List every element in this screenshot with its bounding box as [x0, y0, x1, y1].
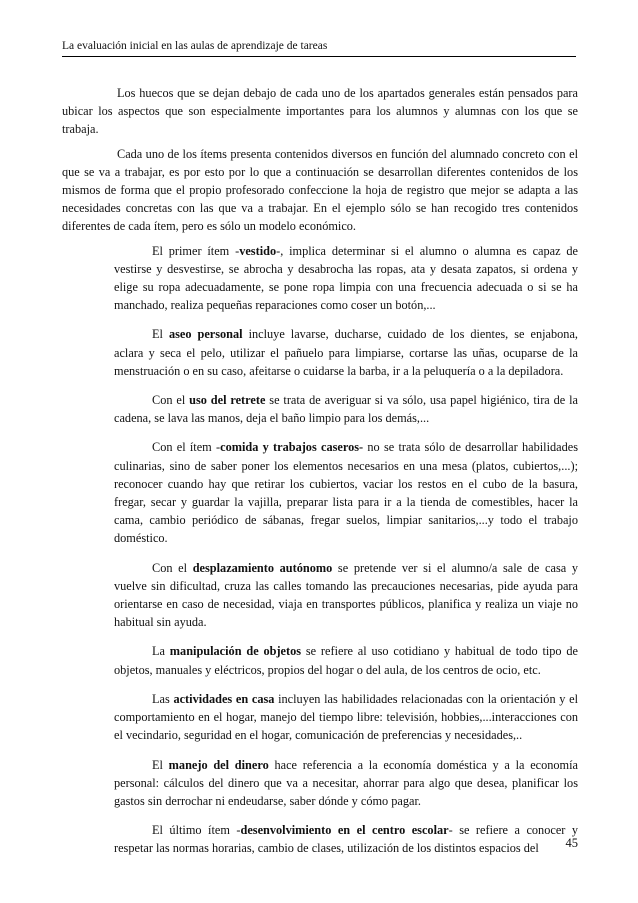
item-term: comida y trabajos caseros-	[220, 440, 364, 455]
item-paragraph-desplazamiento: Con el desplazamiento autónomo se pretende ver si el alumno/a sale de casa y vuelve sin dificultad, cruza las calles tomando las precauciones necesarias, pide ayuda para orientarse en caso de necesidad, viaja en transportes públicos, planifica y realiza un viaje no habitual sin ayuda.	[114, 560, 578, 630]
item-term: manejo del dinero	[168, 757, 269, 772]
item-paragraph-comida: Con el ítem -comida y trabajos caseros- no se trata sólo de desarrollar habilidades culinarias, sino de saber poner los elementos necesarios en una mesa (platos, cubiertos,...); reconocer cuando hay que retirar los cubiertos, vaciar los restos en el cubo de la basura, fregar, secar y guardar la vajilla, preparar lista para ir a la tienda de comestibles, hacer la cama, cambio periódico de sábanas, fregar suelos, limpiar sanitarios,...y todo el trabajo doméstico.	[114, 440, 578, 546]
item-term: desplazamiento autónomo	[192, 560, 333, 575]
item-term: desenvolvimiento en el centro escolar	[240, 823, 449, 838]
item-paragraph-retrete: Con el uso del retrete se trata de averiguar si va sólo, usa papel higiénico, tira de la cadena, se lava las manos, deja el baño limpio para los demás,...	[114, 393, 578, 426]
item-term: uso del retrete	[189, 393, 266, 408]
item-paragraph-manipulacion: La manipulación de objetos se refiere al uso cotidiano y habitual de todo tipo de objetos, manuales y eléctricos, propios del hogar o del aula, de los centros de ocio, etc.	[114, 644, 578, 677]
item-term: aseo personal	[168, 327, 243, 342]
item-term: manipulación de objetos	[169, 644, 302, 659]
item-term: actividades en casa	[173, 691, 275, 706]
intro-paragraph: Los huecos que se dejan debajo de cada uno de los apartados generales están pensados para ubicar los aspectos que son especialmente importantes para los alumnos y alumnas con los que se trabaja.	[62, 86, 578, 137]
page-number: 45	[565, 836, 578, 850]
item-paragraph-vestido: El primer ítem -vestido-, implica determinar si el alumno o alumna es capaz de vestirse y desvestirse, se abrocha y desabrocha las ropas, ata y desata zapatos, si ordena y elige su ropa adecuadamente, se pone ropa limpia con una frecuencia adecuada o si se ha manchado, realiza pequeñas reparaciones como coser un botón,...	[114, 243, 578, 313]
intro-paragraph: Cada uno de los ítems presenta contenidos diversos en función del alumnado concreto con el que se va a trabajar, es por esto por lo que a continuación se desarrollan diferentes contenidos de los mismos de forma que el propio profesorado confeccione la hoja de registro que mejor se adapta a las necesidades concretas con las que va a trabajar. En el ejemplo sólo se han recogido tres contenidos diferentes de cada ítem, pero es sólo un modelo económico.	[62, 146, 578, 234]
item-paragraph-actividades: Las actividades en casa incluyen las habilidades relacionadas con la orientación y el comportamiento en el hogar, manejo del tiempo libre: televisión, hobbies,...interacciones con el vecindario, seguridad en el hogar, comunicación de preferencias y necesidades,..	[114, 691, 578, 743]
item-paragraph-desenvolvimiento: El último ítem -desenvolvimiento en el centro escolar- se refiere a conocer y respetar las normas horarias, cambio de clases, utilización de los distintos espacios del	[114, 823, 579, 856]
item-term: vestido	[239, 243, 277, 258]
item-paragraph-aseo: El aseo personal incluye lavarse, ducharse, cuidado de los dientes, se enjabona, aclara y seca el pelo, utilizar el pañuelo para limpiarse, cortarse las uñas, ocuparse de la menstruación o en su caso, afeitarse o cuidarse la barba, ir a la peluquería o a la depiladora.	[114, 327, 578, 378]
item-paragraph-dinero: El manejo del dinero hace referencia a la economía doméstica y a la economía personal: cálculos del dinero que va a necesitar, ahorrar para algo que desea, planificar los gastos sin derrochar ni endeudarse, saber dónde y cómo pagar.	[114, 757, 578, 808]
running-header: La evaluación inicial en las aulas de aprendizaje de tareas	[62, 40, 576, 57]
page-body	[62, 84, 578, 869]
